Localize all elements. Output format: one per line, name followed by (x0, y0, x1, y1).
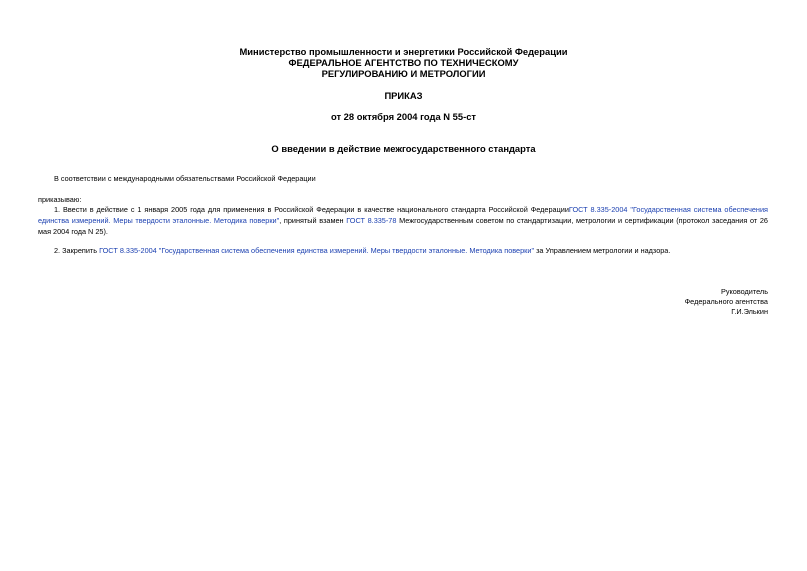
order-word: приказываю: (38, 195, 82, 204)
signature-name: Г.И.Элькин (731, 307, 768, 316)
order-item-1 (38, 204, 768, 237)
document-date: от 28 октября 2004 года N 55-ст (330, 111, 476, 122)
preamble: В соответствии с международными обязательствами Российской Федерации (54, 174, 316, 183)
signature-org: Федерального агентства (684, 297, 768, 306)
gost-8-335-2004-link[interactable]: ГОСТ 8.335-2004 (568, 205, 628, 214)
agency-name-line2: РЕГУЛИРОВАНИЮ И МЕТРОЛОГИИ (321, 68, 486, 79)
item1-text-a: 1. Ввести в действие с 1 января 2005 года для применения в Российской Федерации в качестве национального стандарта Российской Федерации (54, 205, 569, 214)
order-item-2 (38, 245, 768, 256)
item1-text-b: , принятый взамен (279, 216, 347, 225)
gost-8-335-2004-link-2[interactable]: ГОСТ 8.335-2004 (99, 246, 157, 255)
document-title: О введении в действие межгосударственного стандарта (271, 143, 536, 154)
gost-8-335-78-link[interactable]: ГОСТ 8.335-78 (346, 216, 397, 225)
item1-text-c: Межгосударственным советом по стандартизации, метрологии и сертификации (протокол заседания от 26 мая 2004 года N 25). (38, 216, 768, 236)
gost-title-link-2[interactable]: "Государственная система обеспечения единства измерений. Меры твердости эталонные. Методика поверки" (158, 246, 535, 255)
item2-text-b: за Управлением метрологии и надзора. (534, 246, 671, 255)
item2-text-a: 2. Закрепить (54, 246, 100, 255)
ministry-name: Министерство промышленности и энергетики Российской Федерации (239, 46, 568, 57)
signature-role: Руководитель (720, 287, 768, 296)
agency-name-line1: ФЕДЕРАЛЬНОЕ АГЕНТСТВО ПО ТЕХНИЧЕСКОМУ (288, 57, 519, 68)
gost-title-link[interactable]: "Государственная система обеспечения единства измерений. Меры твердости эталонные. Методика поверки" (38, 205, 768, 225)
document-type: ПРИКАЗ (384, 90, 423, 101)
